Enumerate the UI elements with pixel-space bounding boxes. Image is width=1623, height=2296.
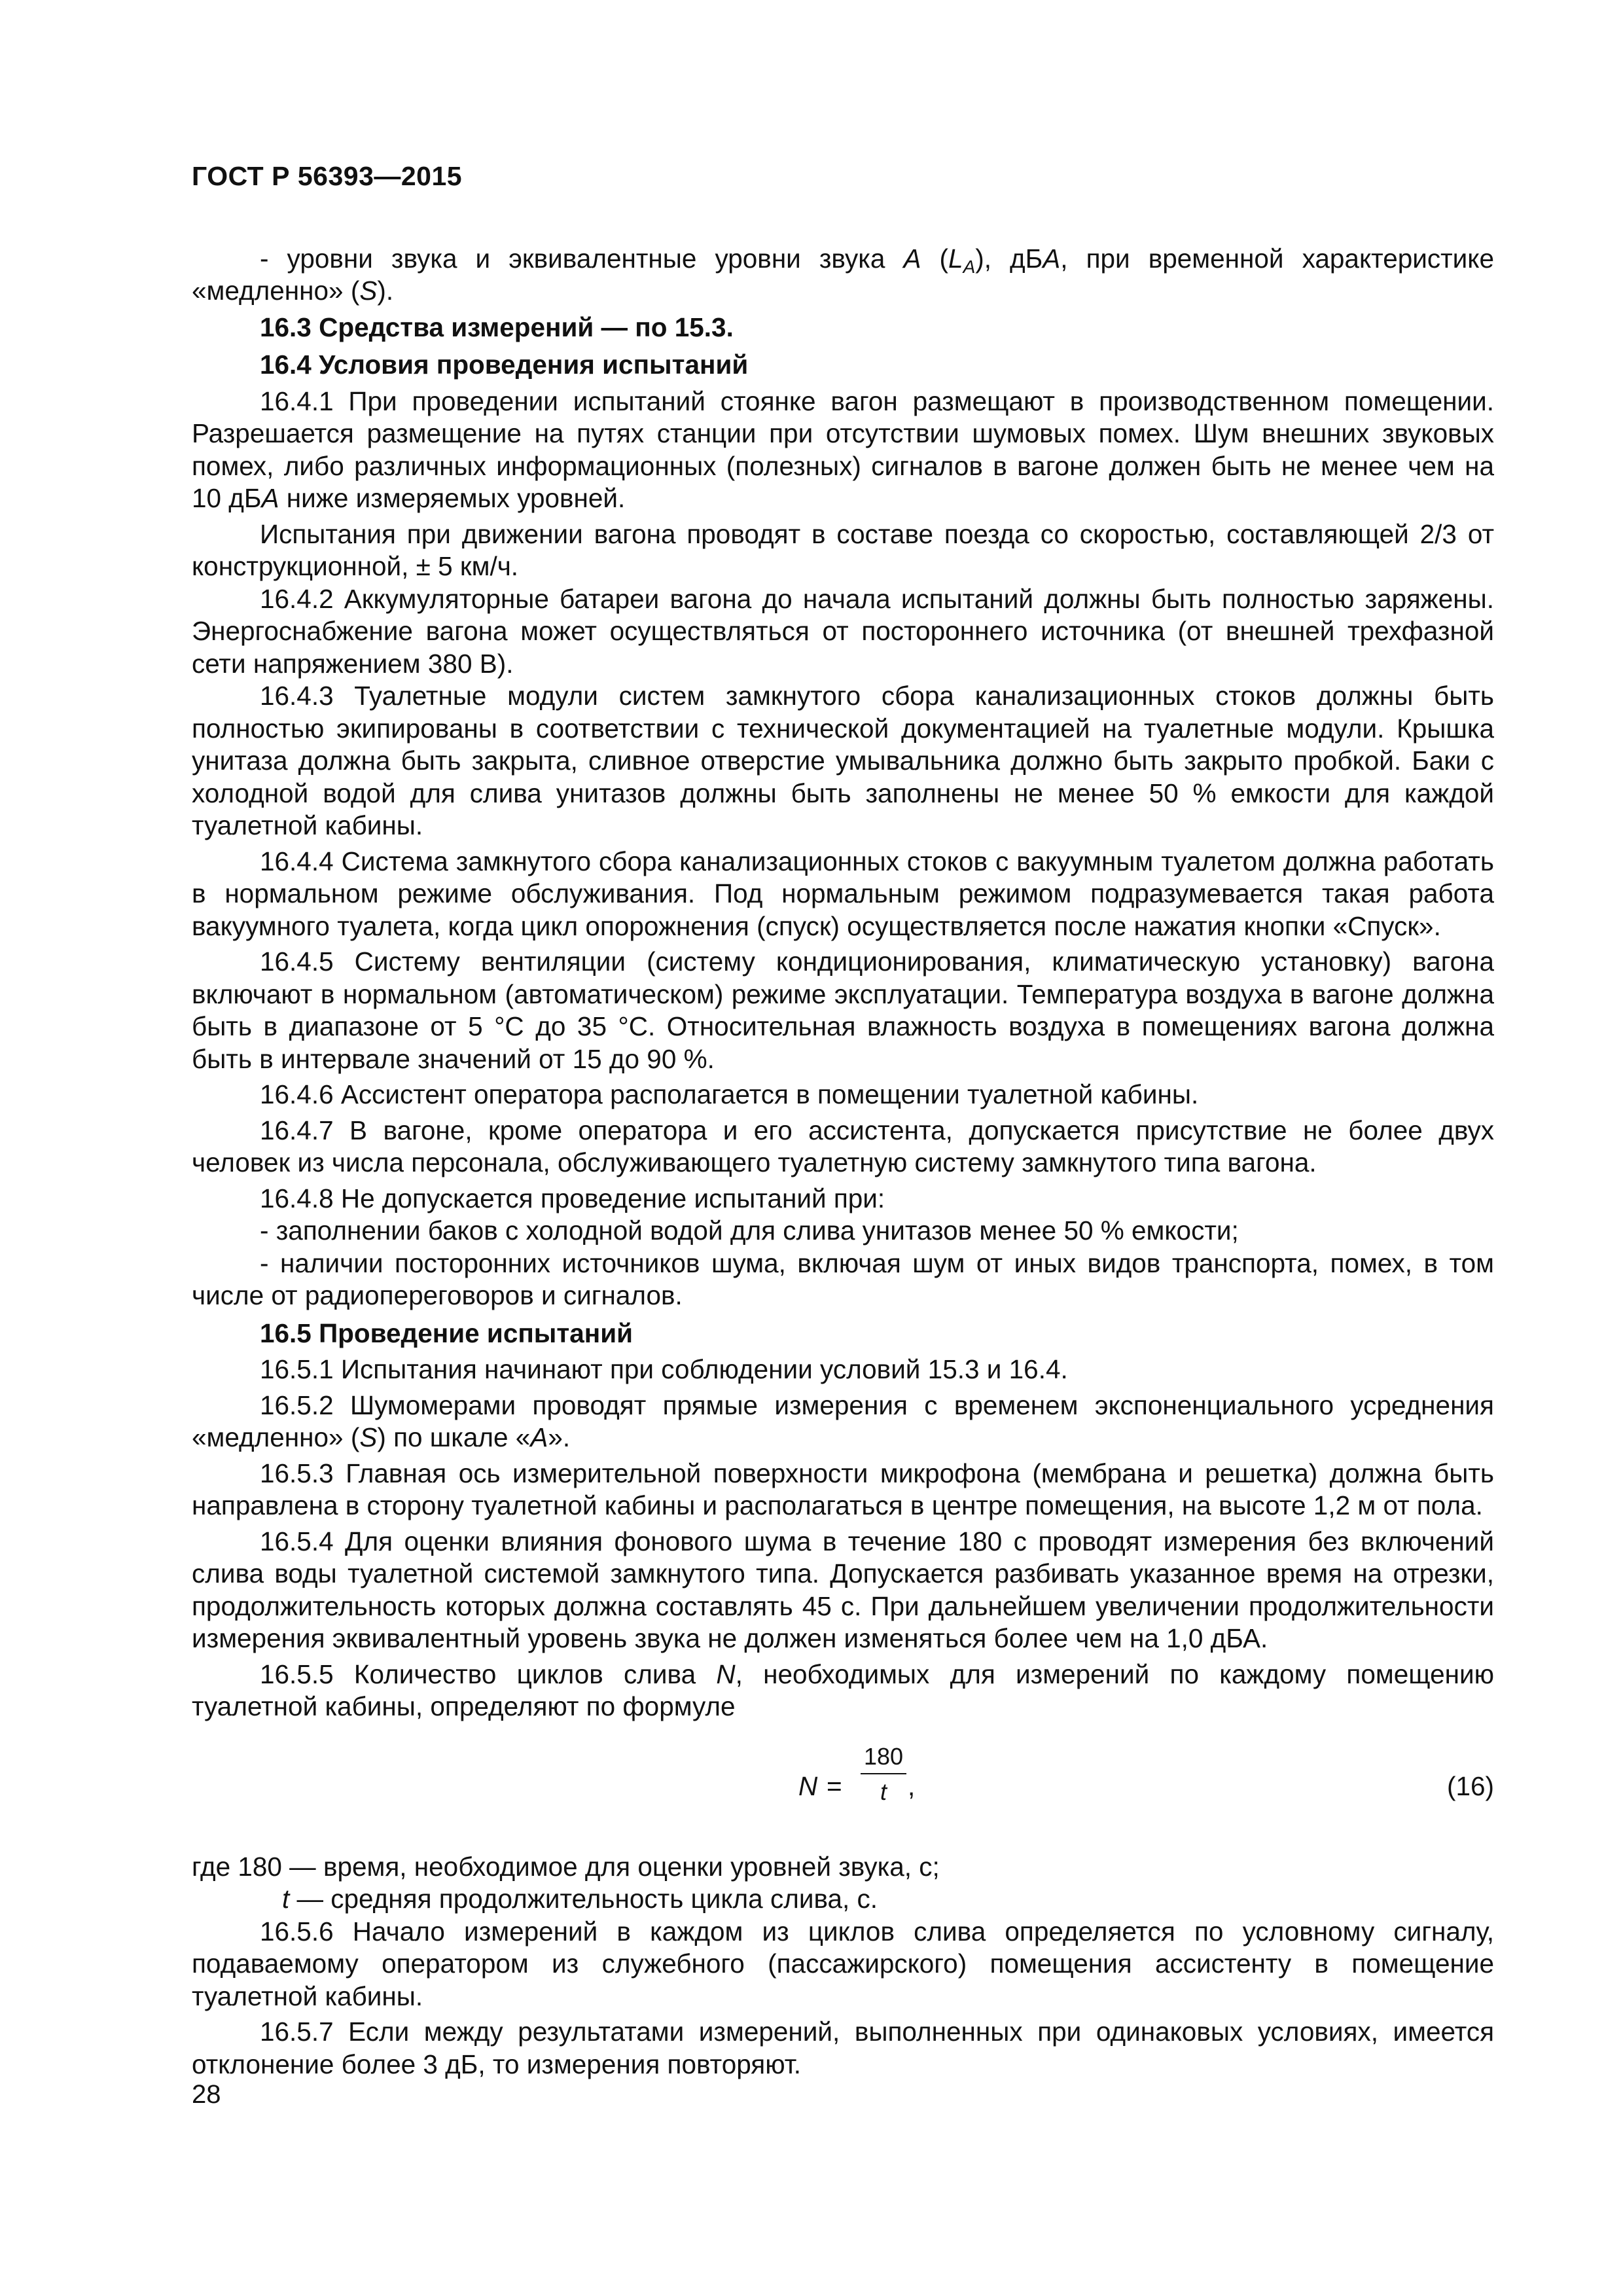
paragraph-16-4-7: 16.4.7 В вагоне, кроме оператора и его ассистента, допускается присутствие не более двух человек из числа персонала, обслуживающего туалетную систему замкнутого типа вагона. — [192, 1115, 1494, 1177]
paragraph-16-4-3: 16.4.3 Туалетные модули систем замкнутого сбора канализационных стоков должны быть полностью экипированы в соответствии с технической документацией на туалетные модули. Крышка унитаза должна быть закрыта, сливное отверстие умывальника должно быть закрыто пробкой. Баки с холодной водой для слива унитазов должны быть заполнены не менее 50 % емкости для каждой туалетной кабины. — [192, 681, 1494, 840]
paragraph-16-4-8: 16.4.8 Не допускается проведение испытаний при: — [260, 1183, 885, 1213]
formula-lhs: N — [798, 1770, 818, 1801]
formula-16 — [192, 1736, 1494, 1844]
heading-16-5: 16.5 Проведение испытаний — [260, 1318, 633, 1348]
paragraph-levels: - уровни звука и эквивалентные уровни звука A $(L_A)$, дБA, при временной характеристике «медленно» (S). — [192, 243, 1494, 306]
paragraph-16-4-6: 16.4.6 Ассистент оператора располагается в помещении туалетной кабины. — [260, 1079, 1199, 1109]
list-item-tanks: - заполнении баков с холодной водой для слива унитазов менее 50 % емкости; — [260, 1215, 1239, 1246]
paragraph-16-5-7: 16.5.7 Если между результатами измерений, выполненных при одинаковых условиях, имеется отклонение более 3 дБ, то измерения повторяют. — [192, 2017, 1494, 2079]
heading-16-4: 16.4 Условия проведения испытаний — [260, 350, 749, 380]
paragraph-16-4-4: 16.4.4 Система замкнутого сбора канализационных стоков с вакуумным туалетом должна работать в нормальном режиме обслуживания. Под нормальным режимом подразумевается такая работа вакуумного туалета, когда цикл опорожнения (спуск) осуществляется после нажатия кнопки «Спуск». — [192, 846, 1494, 941]
paragraph-16-4-5: 16.4.5 Систему вентиляции (систему кондиционирования, климатическую установку) вагона включают в нормальном (автоматическом) режиме эксплуатации. Температура воздуха в вагоне должна быть в диапазоне от 5 °С до 35 °С. Относительная влажность воздуха в помещениях вагона должна быть в интервале значений от 15 до 90 %. — [192, 946, 1494, 1074]
where-clause-t: t — средняя продолжительность цикла слива, с. — [282, 1884, 878, 1914]
paragraph-16-4-1-speed: Испытания при движении вагона проводят в составе поезда со скоростью, составляющей 2/3 от конструкционной, ± 5 км/ч. — [192, 518, 1494, 581]
fraction-bar — [861, 1773, 906, 1774]
paragraph-16-5-2: 16.5.2 Шумомерами проводят прямые измерения с временем экспоненциального усреднения «медленно» (S) по шкале «A». — [192, 1390, 1494, 1452]
document-page — [192, 160, 1494, 2081]
paragraph-16-4-2: 16.4.2 Аккумуляторные батареи вагона до начала испытаний должны быть полностью заряжены. Энергоснабжение вагона может осуществляться от постороннего источника (от внешней трехфазной сети напряжением 380 В). — [192, 583, 1494, 679]
paragraph-16-5-5: 16.5.5 Количество циклов слива N, необходимых для измерений по каждому помещению туалетной кабины, определяют по формуле — [192, 1659, 1495, 1721]
page-number: 28 — [192, 2080, 221, 2109]
heading-16-3: 16.3 Средства измерений — по 15.3. — [260, 312, 734, 342]
formula-comma: , — [908, 1770, 916, 1801]
formula-number: (16) — [1446, 1770, 1494, 1801]
paragraph-16-5-4: 16.5.4 Для оценки влияния фонового шума в течение 180 с проводят измерения без включений слива воды туалетной системой замкнутого типа. Допускается разбивать указанное время на отрезки, продолжительность которых должна составлять 45 с. При дальнейшем увеличении продолжительности измерения эквивалентный уровень звука не должен изменяться более чем на 1,0 дБА. — [192, 1526, 1494, 1653]
formula-numerator: 180 — [863, 1742, 904, 1770]
paragraph-16-5-6: 16.5.6 Начало измерений в каждом из циклов слива определяется по условному сигналу, подаваемому оператором из служебного (пассажирского) помещения ассистенту в помещение туалетной кабины. — [192, 1916, 1494, 2011]
list-item-noise: - наличии посторонних источников шума, включая шум от иных видов транспорта, помех, в том числе от радиопереговоров и сигналов. — [192, 1247, 1494, 1310]
paragraph-16-5-3: 16.5.3 Главная ось измерительной поверхности микрофона (мембрана и решетка) должна быть направлена в сторону туалетной кабины и располагаться в центре помещения, на высоте 1,2 м от пола. — [192, 1458, 1494, 1520]
paragraph-16-5-1: 16.5.1 Испытания начинают при соблюдении условий 15.3 и 16.4. — [260, 1354, 1068, 1384]
formula-equals: = — [827, 1770, 842, 1801]
document-header: ГОСТ Р 56393—2015 — [192, 161, 463, 191]
where-clause-180: где 180 — время, необходимое для оценки уровней звука, с; — [192, 1851, 940, 1882]
paragraph-16-4-1: 16.4.1 При проведении испытаний стоянке вагон размещают в производственном помещении. Разрешается размещение на путях станции при отсутствии шумовых помех. Шум внешних звуковых помех, либо различных информационных (полезных) сигналов в вагоне должен быть не менее чем на 10 дБA ниже измеряемых уровней. — [192, 386, 1494, 513]
formula-fraction — [861, 1742, 906, 1807]
formula-denominator: t — [880, 1778, 887, 1805]
